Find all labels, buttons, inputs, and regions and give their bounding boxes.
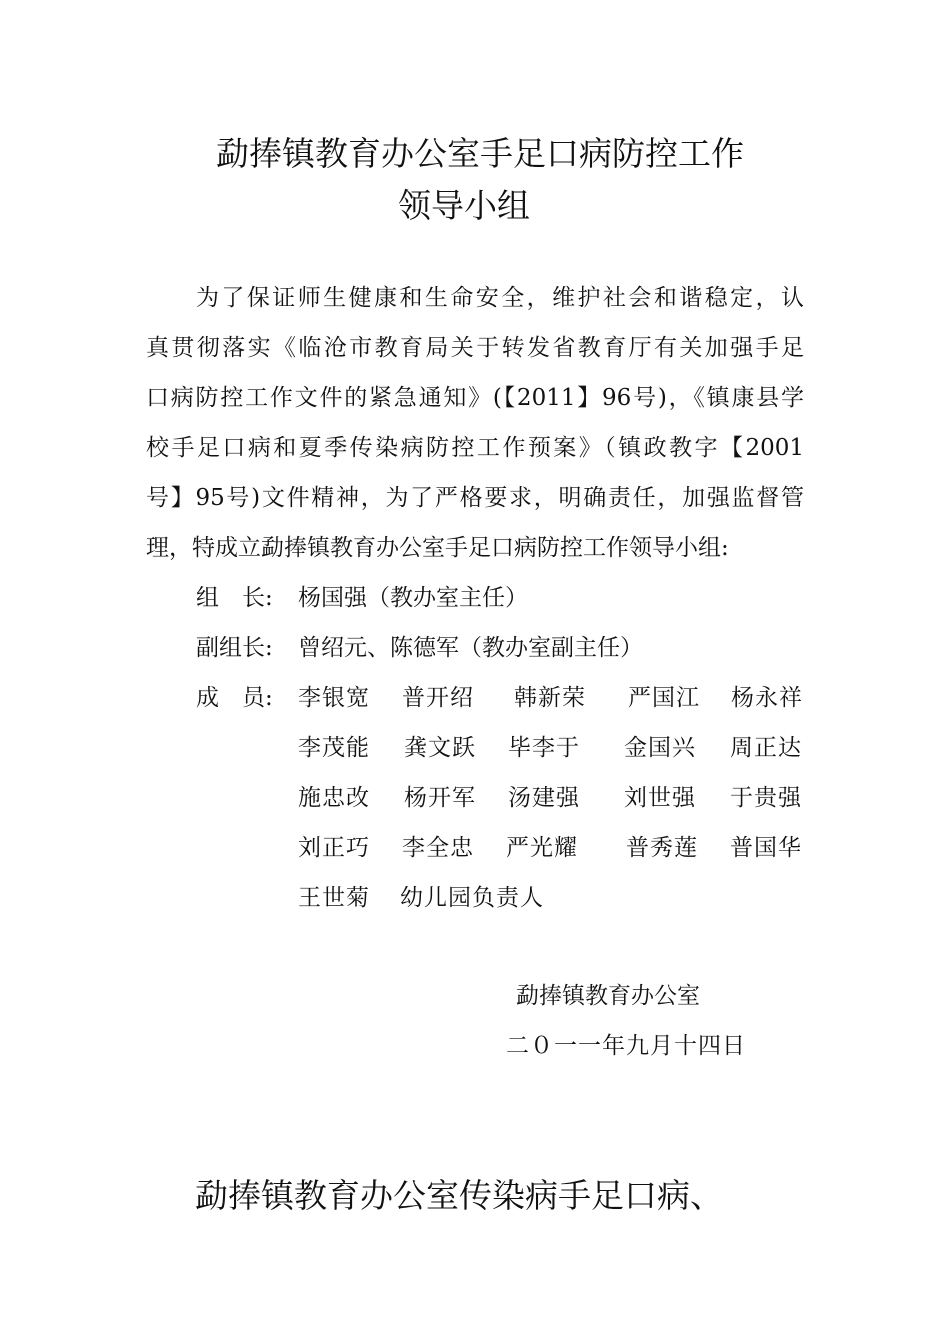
member-name: 刘正巧: [298, 835, 370, 861]
paragraph-line: 真贯彻落实《临沧市教育局关于转发省教育厅有关加强手足: [146, 335, 804, 361]
member-name: 周正达: [730, 735, 802, 761]
member-name: 杨永祥: [731, 685, 803, 711]
member-name: 李银宽: [298, 685, 370, 711]
member-name: 刘世强: [624, 785, 696, 811]
member-name: 普秀莲: [626, 835, 698, 861]
role-label-deputy: 副组长:: [196, 635, 273, 661]
signature-organization: 勐捧镇教育办公室: [516, 983, 700, 1009]
member-name: 严光耀: [506, 835, 578, 861]
document-title-line-2: 领导小组: [398, 186, 530, 225]
paragraph-line: 号】95号)文件精神，为了严格要求，明确责任，加强监督管: [146, 485, 804, 511]
member-name: 严国江: [628, 685, 700, 711]
member-name: 毕李于: [508, 735, 580, 761]
member-name: 普开绍: [402, 685, 474, 711]
member-name: 汤建强: [508, 785, 580, 811]
role-value-leader: 杨国强（教办室主任）: [298, 585, 528, 611]
role-label-members: 成 员:: [196, 685, 273, 711]
member-name: 龚文跃: [404, 735, 476, 761]
paragraph-line: 口病防控工作文件的紧急通知》(【2011】96号)，《镇康县学: [146, 385, 804, 411]
member-name: 王世菊: [298, 885, 370, 911]
next-section-title: 勐捧镇教育办公室传染病手足口病、: [195, 1176, 723, 1215]
member-name: 韩新荣: [514, 685, 586, 711]
member-name: 杨开军: [404, 785, 476, 811]
member-name: 于贵强: [730, 785, 802, 811]
member-name: 李全忠: [402, 835, 474, 861]
role-value-deputy: 曾绍元、陈德军（教办室副主任）: [298, 635, 643, 661]
paragraph-line: 为了保证师生健康和生命安全，维护社会和谐稳定，认: [196, 285, 804, 311]
document-title-line-1: 勐捧镇教育办公室手足口病防控工作: [216, 134, 744, 173]
role-label-leader: 组 长:: [196, 585, 273, 611]
member-name: 金国兴: [624, 735, 696, 761]
paragraph-line: 校手足口病和夏季传染病防控工作预案》（镇政教字【2001: [146, 435, 804, 461]
member-name: 普国华: [730, 835, 802, 861]
member-name: 施忠改: [298, 785, 370, 811]
member-name: 李茂能: [298, 735, 370, 761]
signature-date: 二０一一年九月十四日: [506, 1033, 746, 1059]
member-name: 幼儿园负责人: [400, 885, 544, 911]
paragraph-line: 理，特成立勐捧镇教育办公室手足口病防控工作领导小组:: [146, 535, 729, 561]
